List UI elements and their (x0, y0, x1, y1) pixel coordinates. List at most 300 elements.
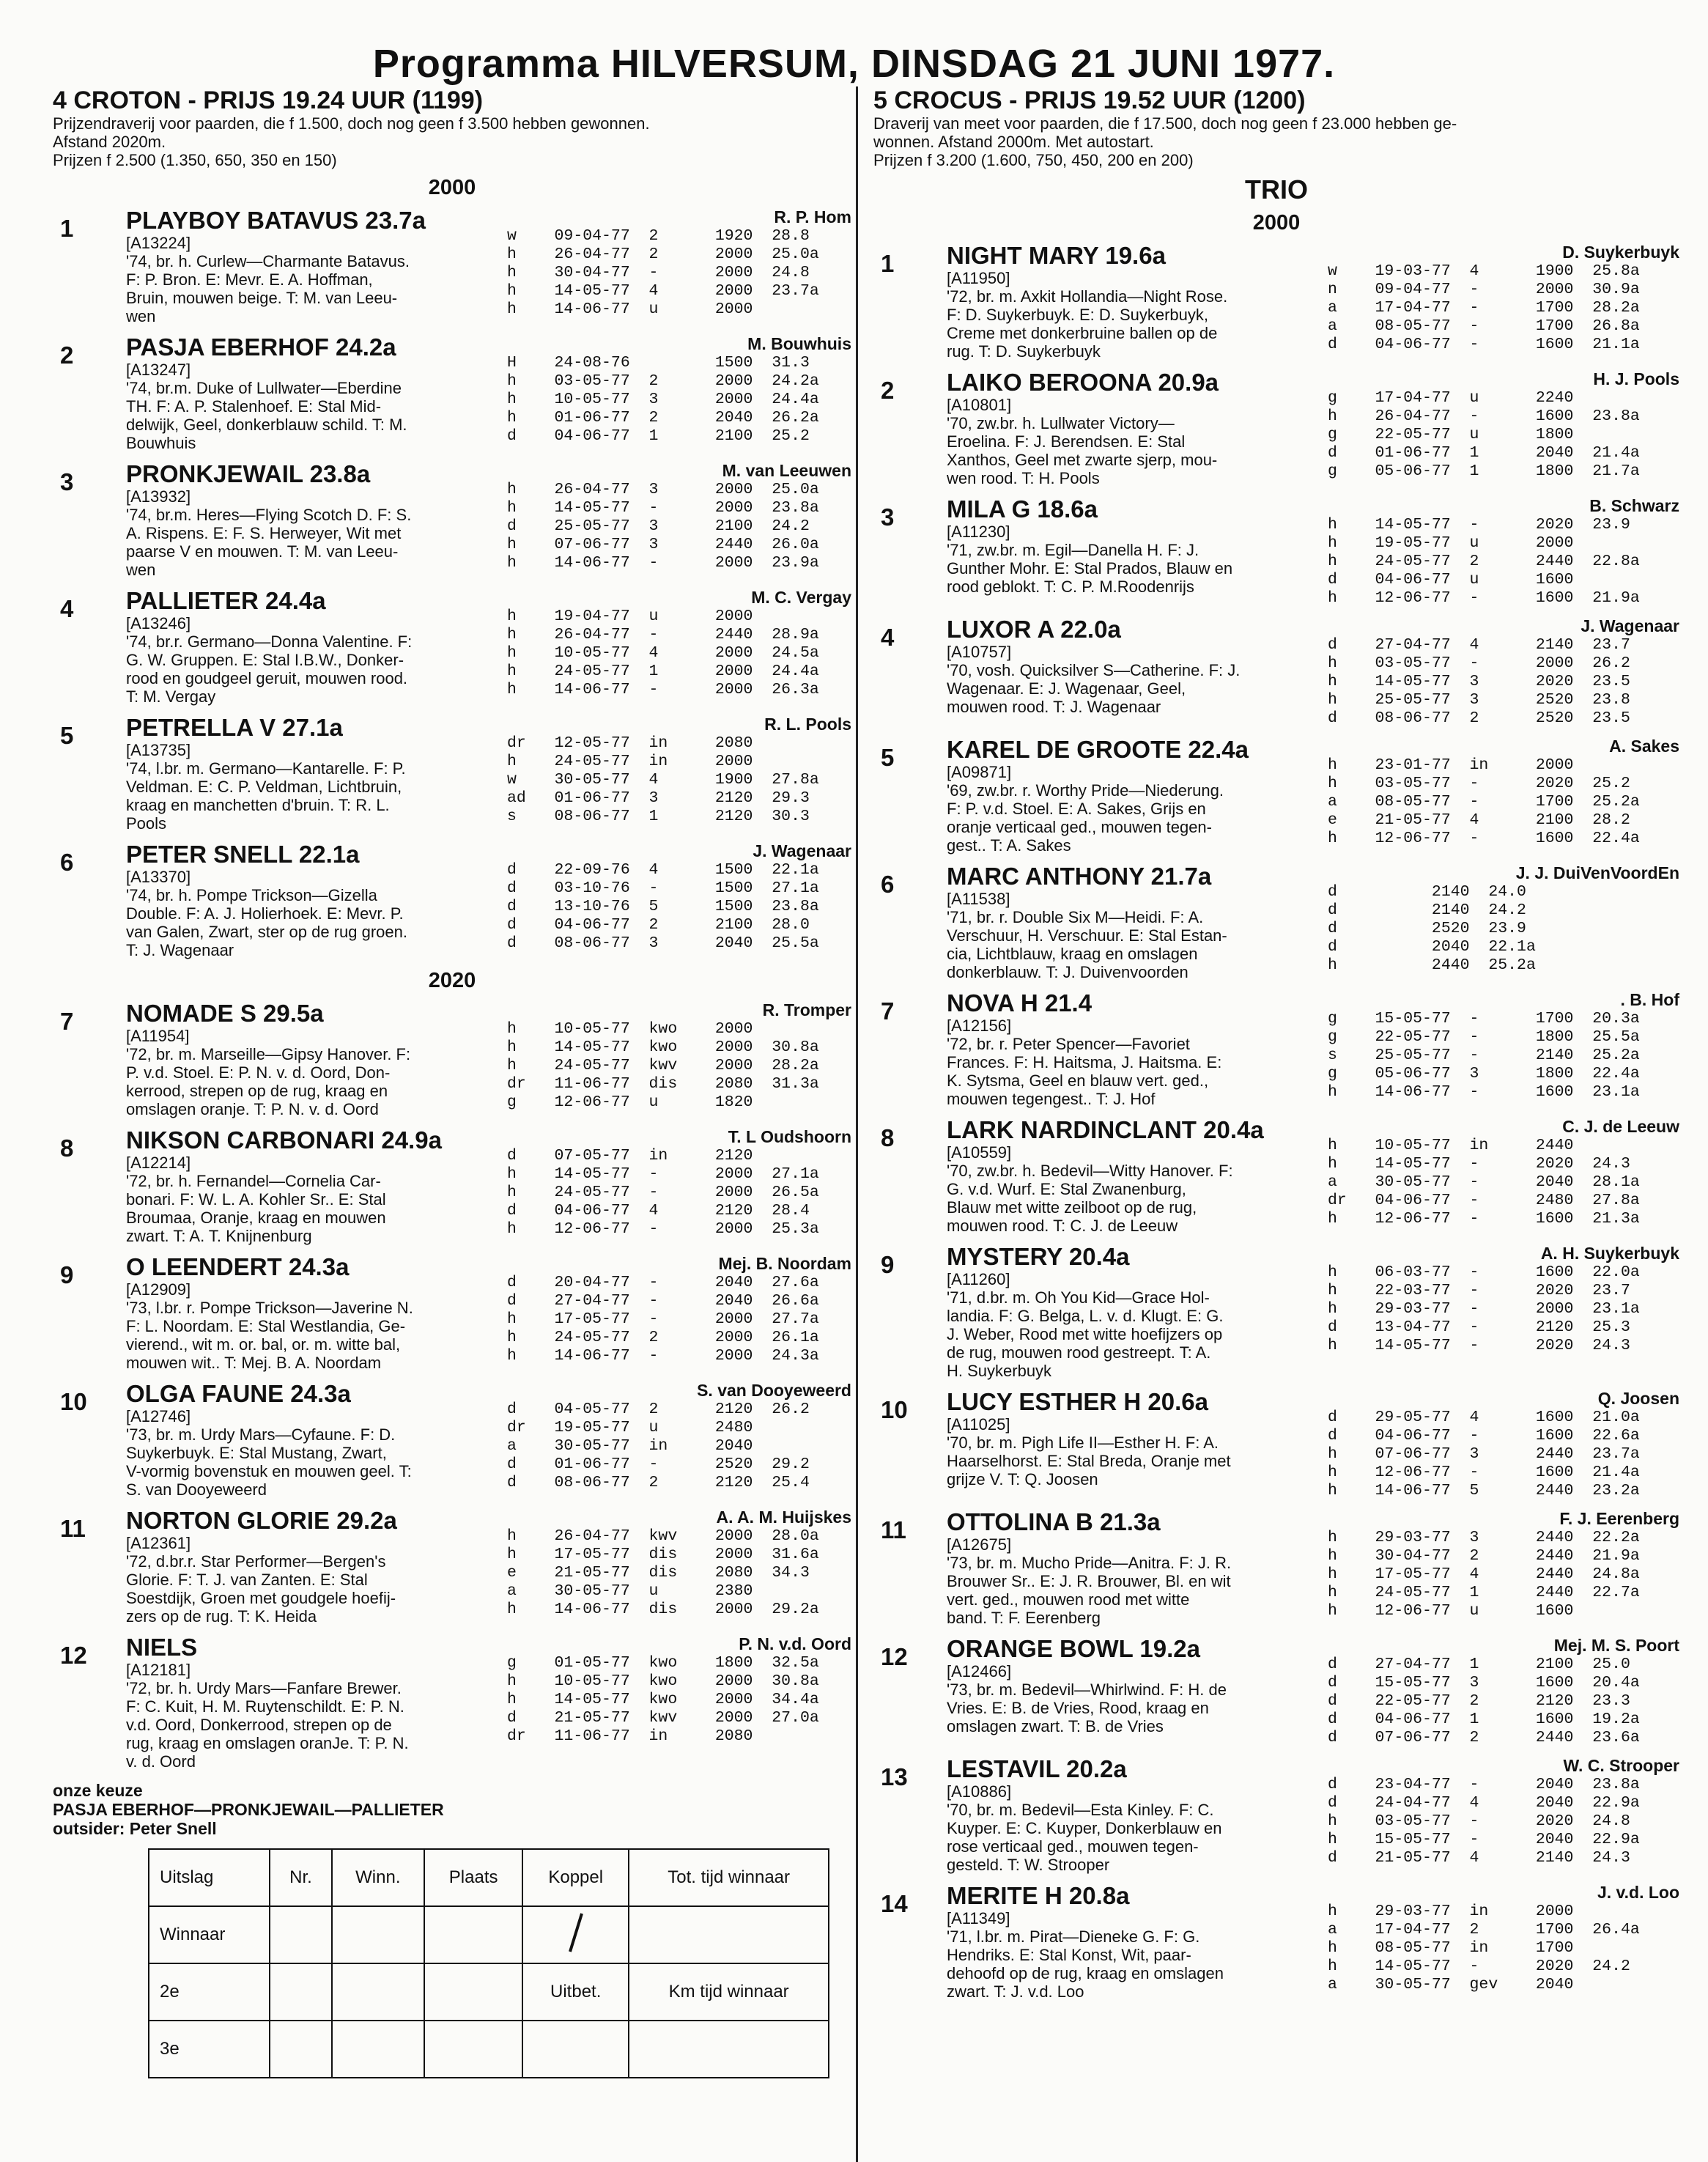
horse-description-line: vert. ged., mouwen rood met witte (947, 1590, 1190, 1609)
horse-description-line: dehoofd op de rug, kraag en omslagen (947, 1964, 1224, 1982)
horse-description-line: [A11025] (947, 1415, 1010, 1434)
horse-description-line: landia. F: G. Belga, L. v. d. Klugt. E: G. (947, 1307, 1224, 1325)
form-record (507, 715, 851, 833)
race-result-row: h 06-03-77 - 1600 22.0a (1328, 1263, 1640, 1281)
horse-description-line: [A09871] (947, 763, 1012, 781)
horse-info (126, 207, 507, 325)
entry-number: 6 (881, 871, 895, 898)
horse-description-line: rood en goudgeel geruit, mouwen rood. (126, 669, 408, 687)
horse-description-line: gesteld. T: W. Strooper (947, 1856, 1110, 1874)
form-record (1328, 369, 1679, 487)
horse-entry (53, 715, 851, 833)
table-header: Koppel (522, 1849, 629, 1906)
race-result-row: h 14-06-77 u 2000 (507, 300, 753, 318)
race-result-row: d 04-06-77 4 2120 28.4 (507, 1202, 810, 1220)
horse-description-line: zers op de rug. T: K. Heida (126, 1607, 317, 1626)
race-result-row: a 08-05-77 - 1700 25.2a (1328, 793, 1640, 811)
horse-info (947, 1244, 1328, 1380)
trainer-name: A. A. M. Huijskes (716, 1508, 851, 1527)
horse-description-line: [A12361] (126, 1534, 191, 1552)
horse-name: NOVA H 21.4 (947, 989, 1093, 1017)
horse-description-line: [A11950] (947, 269, 1010, 287)
entry-number: 3 (60, 468, 74, 495)
entry-number: 13 (881, 1763, 908, 1790)
entry-number: 5 (60, 722, 74, 749)
race-result-row: dr 11-06-77 in 2080 (507, 1727, 753, 1745)
race-result-row: d 08-06-77 2 2520 23.5 (1328, 709, 1630, 727)
horse-description-line: [A13932] (126, 487, 191, 506)
column-divider (856, 86, 858, 2162)
horse-description-line: v.d. Oord, Donkerrood, strepen op de (126, 1716, 392, 1734)
table-cell[interactable] (424, 1963, 522, 2021)
horse-name: PETRELLA V 27.1a (126, 714, 343, 741)
form-record (1328, 1883, 1679, 2001)
race-result-row: h 07-06-77 3 2440 26.0a (507, 536, 819, 553)
horse-description-line: '72, d.br.r. Star Performer—Bergen's (126, 1552, 386, 1571)
horse-description-line: Kuyper. E: C. Kuyper, Donkerblauw en (947, 1819, 1222, 1837)
horse-description-line: Bouwhuis (126, 434, 196, 452)
race-result-row: h 24-05-77 1 2440 22.7a (1328, 1584, 1640, 1601)
entry-number: 2 (60, 342, 74, 369)
trainer-name: R. P. Hom (774, 207, 851, 226)
horse-description-line: rug, kraag en omslagen oranJe. T: P. N. (126, 1734, 409, 1752)
race-result-row: d 2040 22.1a (1328, 938, 1536, 956)
horse-description-line: [A12466] (947, 1662, 1012, 1680)
race-result-row: h 12-06-77 - 2000 25.3a (507, 1220, 819, 1238)
race-result-row: d 2140 24.0 (1328, 883, 1526, 901)
race-result-row: h 29-03-77 in 2000 (1328, 1903, 1574, 1920)
race-result-row: h 15-05-77 - 2040 22.9a (1328, 1831, 1640, 1848)
table-cell[interactable] (270, 1963, 331, 2021)
race-result-row: ad 01-06-77 3 2120 29.3 (507, 789, 810, 807)
horse-description-line: P. v.d. Stoel. E: P. N. v. d. Oord, Don- (126, 1063, 391, 1082)
horse-name: NORTON GLORIE 29.2a (126, 1507, 397, 1534)
horse-name: PETER SNELL 22.1a (126, 841, 360, 868)
horse-description-line: S. van Dooyeweerd (126, 1480, 267, 1499)
table-header: Uitslag (149, 1849, 270, 1906)
koppel-slash-cell[interactable] (522, 1906, 629, 1963)
horse-name: PRONKJEWAIL 23.8a (126, 460, 371, 487)
race-5-column (873, 86, 1679, 2010)
race-result-row: d 29-05-77 4 1600 21.0a (1328, 1409, 1640, 1426)
race-result-row: g 15-05-77 - 1700 20.3a (1328, 1010, 1640, 1027)
table-cell[interactable] (332, 2021, 425, 2078)
race-result-row: h 14-05-77 3 2020 23.5 (1328, 673, 1630, 690)
horse-entry (53, 1000, 851, 1118)
horse-description-line: band. T: F. Eerenberg (947, 1609, 1101, 1627)
trainer-name: J. Wagenaar (753, 841, 851, 860)
table-cell[interactable] (424, 2021, 522, 2078)
race-result-row: d 04-06-77 1 1600 19.2a (1328, 1711, 1640, 1728)
trainer-name: M. van Leeuwen (722, 461, 851, 480)
horse-description-line: [A12675] (947, 1535, 1012, 1554)
horse-description-line: '71, l.br. m. Pirat—Dieneke G. F: G. (947, 1927, 1200, 1946)
horse-description-line: Vries. E: B. de Vries, Rood, kraag en (947, 1699, 1209, 1717)
race-result-row: d 01-06-77 1 2040 21.4a (1328, 444, 1640, 462)
table-cell[interactable] (270, 1906, 331, 1963)
race-result-row: d 07-06-77 2 2440 23.6a (1328, 1729, 1640, 1746)
horse-description-line: bonari. F: W. L. A. Kohler Sr.. E: Stal (126, 1190, 386, 1209)
trainer-name: R. Tromper (762, 1000, 851, 1019)
form-record (1328, 1756, 1679, 1874)
race-result-row: d 22-05-77 2 2120 23.3 (1328, 1692, 1630, 1710)
race-result-row: d 20-04-77 - 2040 27.6a (507, 1274, 819, 1291)
horse-entry (53, 841, 851, 959)
race-result-row: a 30-05-77 gev 2040 (1328, 1976, 1574, 1993)
horse-description-line: donkerblauw. T: J. Duivenvoorden (947, 963, 1188, 981)
form-record (1328, 243, 1679, 361)
race-result-row: g 05-06-77 1 1800 21.7a (1328, 462, 1640, 480)
race-result-row: d 04-06-77 - 1600 22.6a (1328, 1427, 1640, 1445)
race-result-row: h 17-05-77 - 2000 27.7a (507, 1310, 819, 1328)
race-result-row: h 08-05-77 in 1700 (1328, 1939, 1574, 1957)
trainer-name: S. van Dooyeweerd (697, 1381, 851, 1400)
race-result-row: h 14-06-77 5 2440 23.2a (1328, 1482, 1640, 1499)
race-result-row: h 10-05-77 kwo 2000 30.8a (507, 1672, 819, 1690)
race-result-row: h 2440 25.2a (1328, 956, 1536, 974)
horse-info (947, 369, 1328, 487)
horse-description-line: '71, zw.br. m. Egil—Danella H. F: J. (947, 541, 1199, 559)
horse-description-line: [A10801] (947, 396, 1012, 414)
horse-description-line: '72, br. h. Urdy Mars—Fanfare Brewer. (126, 1679, 402, 1697)
horse-entry (53, 1127, 851, 1245)
race-result-row: h 14-05-77 - 2000 27.1a (507, 1165, 819, 1183)
horse-entry (873, 1636, 1679, 1747)
horse-name: PALLIETER 24.4a (126, 587, 326, 614)
horse-description-line: Verschuur, H. Verschuur. E: Stal Estan- (947, 926, 1227, 945)
horse-description-line: '70, zw.br. h. Lullwater Victory— (947, 414, 1175, 432)
condition-line: wonnen. Afstand 2000m. Met autostart. (873, 133, 1154, 151)
trainer-name: M. Bouwhuis (747, 334, 851, 353)
horse-description-line: G. v.d. Wurf. E: Stal Zwanenburg, (947, 1180, 1186, 1198)
horse-description-line: wen (126, 561, 156, 579)
horse-description-line: '74, l.br. m. Germano—Kantarelle. F: P. (126, 759, 406, 778)
horse-description-line: '74, br.r. Germano—Donna Valentine. F: (126, 632, 413, 651)
race-result-row: h 24-05-77 2 2440 22.8a (1328, 553, 1640, 570)
horse-info (126, 1508, 507, 1626)
race-result-row: h 03-05-77 - 2020 24.8 (1328, 1812, 1630, 1830)
horse-entry (873, 1883, 1679, 2001)
race-result-row: g 22-05-77 u 1800 (1328, 426, 1574, 443)
horse-info (947, 616, 1328, 728)
horse-description-line: '70, br. m. Pigh Life II—Esther H. F: A. (947, 1434, 1219, 1452)
horse-info (126, 461, 507, 579)
race-result-row: h 14-05-77 - 2020 23.9 (1328, 516, 1630, 534)
horse-name: O LEENDERT 24.3a (126, 1253, 350, 1280)
form-record (507, 461, 851, 579)
horse-description-line: Creme met donkerbruine ballen op de (947, 324, 1218, 342)
table-cell[interactable] (424, 1906, 522, 1963)
horse-description-line: '71, br. r. Double Six M—Heidi. F: A. (947, 908, 1204, 926)
horse-description-line: mouwen wit.. T: Mej. B. A. Noordam (126, 1354, 382, 1372)
horse-entry (873, 1117, 1679, 1235)
horse-description-line: zwart. T: J. v.d. Loo (947, 1982, 1084, 2001)
horse-description-line: F: P. v.d. Stoel. E: A. Sakes, Grijs en (947, 800, 1206, 818)
horse-description-line: Gunther Mohr. E: Stal Prados, Blauw en (947, 559, 1233, 578)
horse-entry (873, 1244, 1679, 1380)
horse-description-line: '72, br. m. Marseille—Gipsy Hanover. F: (126, 1045, 411, 1063)
horse-info (947, 1636, 1328, 1747)
horse-entry (53, 334, 851, 452)
race-result-row: h 03-05-77 - 2020 25.2 (1328, 775, 1630, 792)
horse-description-line: [A12181] (126, 1661, 191, 1679)
form-record (1328, 496, 1679, 608)
horse-description-line: G. W. Gruppen. E: Stal I.B.W., Donker- (126, 651, 404, 669)
horse-name: ORANGE BOWL 19.2a (947, 1635, 1200, 1662)
horse-description-line: F: D. Suykerbuyk. E: D. Suykerbuyk, (947, 306, 1209, 324)
horse-description-line: '72, br. m. Axkit Hollandia—Night Rose. (947, 287, 1228, 306)
race-result-row: h 30-04-77 2 2440 21.9a (1328, 1547, 1640, 1565)
horse-description-line: J. Weber, Rood met witte hoefijzers op (947, 1325, 1223, 1343)
horse-name: OTTOLINA B 21.3a (947, 1508, 1161, 1535)
horse-description-line: '71, d.br. m. Oh You Kid—Grace Hol- (947, 1288, 1210, 1307)
table-cell[interactable] (332, 1906, 425, 1963)
race-result-row: h 29-03-77 - 2000 23.1a (1328, 1300, 1640, 1318)
horse-description-line: Pools (126, 814, 167, 833)
row-label-winnaar: Winnaar (149, 1906, 270, 1963)
race-result-row: d 13-10-76 5 1500 23.8a (507, 898, 819, 915)
form-record (507, 1508, 851, 1626)
horse-description-line: gest.. T: A. Sakes (947, 836, 1071, 855)
horse-info (126, 1127, 507, 1245)
form-record (507, 1127, 851, 1245)
horse-info (126, 334, 507, 452)
horse-description-line: [A13735] (126, 741, 191, 759)
horse-name: NIKSON CARBONARI 24.9a (126, 1126, 442, 1154)
table-cell[interactable] (270, 2021, 331, 2078)
trainer-name: A. H. Suykerbuyk (1540, 1244, 1679, 1263)
horse-info (126, 841, 507, 959)
form-record (507, 1254, 851, 1372)
race-result-row: h 23-01-77 in 2000 (1328, 756, 1574, 774)
horse-description-line: '73, br. m. Urdy Mars—Cyfaune. F: D. (126, 1425, 396, 1444)
race-result-row: g 12-06-77 u 1820 (507, 1093, 753, 1111)
horse-description-line: de rug, mouwen rood gestreept. T: A. (947, 1343, 1211, 1362)
race-result-row: h 12-06-77 - 1600 22.4a (1328, 830, 1640, 847)
condition-line: Afstand 2020m. (53, 133, 166, 151)
table-header: Winn. (332, 1849, 425, 1906)
race-result-row: h 30-04-77 - 2000 24.8 (507, 264, 810, 281)
horse-description-line: T: J. Wagenaar (126, 941, 234, 959)
race-result-row: d 27-04-77 4 2140 23.7 (1328, 636, 1630, 654)
horse-description-line: Bruin, mouwen beige. T: M. van Leeu- (126, 289, 398, 307)
race-result-row: h 24-05-77 2 2000 26.1a (507, 1329, 819, 1346)
table-header: Tot. tijd winnaar (629, 1849, 829, 1906)
entry-number: 11 (881, 1516, 906, 1543)
horse-info (126, 1000, 507, 1118)
race-result-row: g 22-05-77 - 1800 25.5a (1328, 1028, 1640, 1046)
race-result-row: h 12-06-77 - 1600 21.4a (1328, 1464, 1640, 1481)
race-result-row: h 24-05-77 - 2000 26.5a (507, 1184, 819, 1201)
horse-description-line: '73, l.br. r. Pompe Trickson—Javerine N. (126, 1299, 413, 1317)
race-result-row: dr 19-05-77 u 2480 (507, 1419, 753, 1436)
race-result-row: d 07-05-77 in 2120 (507, 1147, 753, 1165)
horse-description-line: rood geblokt. T: C. P. M.Roodenrijs (947, 578, 1194, 596)
race-result-row: h 22-03-77 - 2020 23.7 (1328, 1282, 1630, 1299)
race-result-row: h 19-05-77 u 2000 (1328, 534, 1574, 552)
race-result-row: h 17-05-77 4 2440 24.8a (1328, 1565, 1640, 1583)
row-label-third: 3e (149, 2021, 270, 2078)
form-record (1328, 1389, 1679, 1500)
race-result-row: d 25-05-77 3 2100 24.2 (507, 517, 810, 535)
table-cell[interactable] (522, 2021, 629, 2078)
entries-list (873, 243, 1679, 2001)
horse-description-line: '72, br. r. Peter Spencer—Favoriet (947, 1035, 1190, 1053)
table-cell[interactable] (332, 1963, 425, 2021)
race-result-row: g 17-04-77 u 2240 (1328, 389, 1574, 407)
horse-description-line: Soestdijk, Groen met goudgele hoefij- (126, 1589, 396, 1607)
horse-description-line: K. Sytsma, Geel en blauw vert. ged., (947, 1071, 1209, 1090)
trainer-name: P. N. v.d. Oord (739, 1634, 851, 1653)
horse-entry (53, 588, 851, 706)
horse-description-line: paarse V en mouwen. T: M. van Leeu- (126, 542, 399, 561)
race-result-row: w 09-04-77 2 1920 28.8 (507, 227, 810, 245)
horse-entry (873, 496, 1679, 608)
horse-name: MYSTERY 20.4a (947, 1243, 1130, 1270)
trainer-name: . B. Hof (1620, 990, 1679, 1009)
horse-description-line: '69, zw.br. r. Worthy Pride—Niederung. (947, 781, 1224, 800)
race-result-row: g 05-06-77 3 1800 22.4a (1328, 1065, 1640, 1082)
race-result-row: w 30-05-77 4 1900 27.8a (507, 771, 819, 789)
entry-number: 6 (60, 849, 74, 876)
table-cell[interactable] (629, 2021, 829, 2078)
race-result-row: d 21-05-77 kwv 2000 27.0a (507, 1709, 819, 1727)
race-result-row: h 14-05-77 - 2020 24.3 (1328, 1337, 1630, 1354)
race-result-row: a 17-04-77 - 1700 28.2a (1328, 299, 1640, 317)
slash-mark (561, 1911, 591, 1955)
horse-info (126, 588, 507, 706)
horse-entry (873, 990, 1679, 1108)
horse-description-line: A. Rispens. E: F. S. Herweyer, Wit met (126, 524, 402, 542)
race-result-row: h 10-05-77 3 2000 24.4a (507, 391, 819, 408)
race-result-row: d 08-06-77 3 2040 25.5a (507, 934, 819, 952)
form-record (507, 1381, 851, 1499)
race-result-row: d 03-10-76 - 1500 27.1a (507, 879, 819, 897)
horse-description-line: van Galen, Zwart, ster op de rug groen. (126, 923, 407, 941)
horse-description-line: T: M. Vergay (126, 687, 216, 706)
horse-description-line: '74, br. h. Curlew—Charmante Batavus. (126, 252, 410, 270)
horse-description-line: vierend., wit m. or. bal, or. m. witte bal, (126, 1335, 401, 1354)
horse-description-line: Haarselhorst. E: Stal Breda, Oranje met (947, 1452, 1231, 1470)
race-result-row: e 21-05-77 4 2100 28.2 (1328, 811, 1630, 829)
entries-list (53, 207, 851, 959)
race-result-row: h 26-04-77 3 2000 25.0a (507, 481, 819, 498)
horse-entry (53, 461, 851, 579)
race-result-row: d 24-04-77 4 2040 22.9a (1328, 1794, 1640, 1812)
form-record (1328, 990, 1679, 1108)
form-record (507, 207, 851, 325)
horse-description-line: Eroelina. F: J. Berendsen. E: Stal (947, 432, 1186, 451)
horse-description-line: H. Suykerbuyk (947, 1362, 1052, 1380)
race-result-row: h 01-06-77 2 2040 26.2a (507, 409, 819, 427)
entries-list (53, 1000, 851, 1771)
form-record (1328, 1636, 1679, 1747)
trainer-name: A. Sakes (1609, 737, 1679, 756)
horse-entry (873, 737, 1679, 855)
form-record (507, 841, 851, 959)
horse-info (126, 715, 507, 833)
horse-description-line: oranje verticaal ged., mouwen tegen- (947, 818, 1212, 836)
horse-description-line: '74, br. h. Pompe Trickson—Gizella (126, 886, 377, 904)
distance-heading: 2000 (428, 176, 476, 199)
race-result-row: dr 12-05-77 in 2080 (507, 734, 753, 752)
horse-info (126, 1381, 507, 1499)
table-cell[interactable] (629, 1906, 829, 1963)
horse-description-line: mouwen rood. T: J. Wagenaar (947, 698, 1161, 716)
horse-entry (873, 1756, 1679, 1874)
entry-number: 2 (881, 377, 895, 404)
horse-description-line: wen rood. T: H. Pools (947, 469, 1100, 487)
horse-description-line: [A10886] (947, 1782, 1012, 1801)
race-result-row: h 03-05-77 - 2000 26.2 (1328, 654, 1630, 672)
race-result-row: d 13-04-77 - 2120 25.3 (1328, 1318, 1630, 1336)
horse-description-line: Brouwer Sr.. E: J. R. Brouwer, Bl. en wit (947, 1572, 1231, 1590)
our-choice (53, 1781, 851, 1838)
trainer-name: W. C. Strooper (1563, 1756, 1679, 1775)
horse-description-line: [A11538] (947, 890, 1010, 908)
horse-entry (873, 243, 1679, 361)
race-result-row: dr 11-06-77 dis 2080 31.3a (507, 1075, 819, 1093)
entry-number: 14 (881, 1890, 908, 1917)
our-choice-value: PASJA EBERHOF—PRONKJEWAIL—PALLIETER (53, 1800, 444, 1819)
race-5-heading: 5 CROCUS - PRIJS 19.52 UUR (1200) (873, 86, 1306, 114)
race-5-conditions (873, 114, 1679, 169)
horse-name: PASJA EBERHOF 24.2a (126, 333, 396, 361)
km-time-label: Km tijd winnaar (629, 1963, 829, 2021)
trainer-name: M. C. Vergay (751, 588, 851, 607)
horse-description-line: [A11954] (126, 1027, 190, 1045)
horse-name: NOMADE S 29.5a (126, 1000, 324, 1027)
race-result-row: d 27-04-77 - 2040 26.6a (507, 1292, 819, 1310)
entry-number: 1 (881, 250, 895, 277)
table-header: Nr. (270, 1849, 331, 1906)
entry-number: 7 (60, 1008, 74, 1035)
horse-description-line: '74, br.m. Duke of Lullwater—Eberdine (126, 379, 402, 397)
entry-number: 8 (881, 1124, 895, 1151)
horse-info (947, 1509, 1328, 1627)
horse-description-line: Veldman. E: C. P. Veldman, Lichtbruin, (126, 778, 402, 796)
entry-number: 7 (881, 997, 895, 1025)
race-result-row: d 04-06-77 2 2100 28.0 (507, 916, 810, 934)
race-result-row: d 22-09-76 4 1500 22.1a (507, 861, 819, 879)
trio-heading: TRIO (1245, 174, 1308, 204)
trainer-name: Q. Joosen (1597, 1389, 1679, 1408)
race-4-heading: 4 CROTON - PRIJS 19.24 UUR (1199) (53, 86, 484, 114)
trainer-name: H. J. Pools (1593, 369, 1679, 388)
trainer-name: T. L Oudshoorn (728, 1127, 851, 1146)
outsider: outsider: Peter Snell (53, 1819, 217, 1838)
horse-description-line: Hendriks. E: Stal Konst, Wit, paar- (947, 1946, 1191, 1964)
horse-info (947, 1389, 1328, 1500)
race-result-row: h 29-03-77 3 2440 22.2a (1328, 1529, 1640, 1546)
horse-description-line: mouwen tegengest.. T: J. Hof (947, 1090, 1156, 1108)
horse-entry (873, 863, 1679, 981)
race-result-row: d 04-06-77 - 1600 21.1a (1328, 336, 1640, 353)
race-result-row: dr 04-06-77 - 2480 27.8a (1328, 1192, 1640, 1209)
form-record (1328, 1117, 1679, 1235)
entry-number: 5 (881, 744, 895, 771)
horse-info (947, 496, 1328, 608)
race-result-row: e 21-05-77 dis 2080 34.3 (507, 1564, 810, 1582)
race-result-row: h 14-06-77 - 2000 23.9a (507, 554, 819, 572)
horse-description-line: Broumaa, Oranje, kraag en mouwen (126, 1209, 386, 1227)
horse-description-line: kraag en manchetten d'bruin. T: R. L. (126, 796, 390, 814)
horse-description-line: rose verticaal ged., mouwen tegen- (947, 1837, 1199, 1856)
horse-description-line: zwart. T: A. T. Knijnenburg (126, 1227, 312, 1245)
horse-description-line: wen (126, 307, 156, 325)
race-result-row: h 10-05-77 kwo 2000 (507, 1020, 753, 1038)
race-result-row: d 04-06-77 u 1600 (1328, 571, 1574, 589)
